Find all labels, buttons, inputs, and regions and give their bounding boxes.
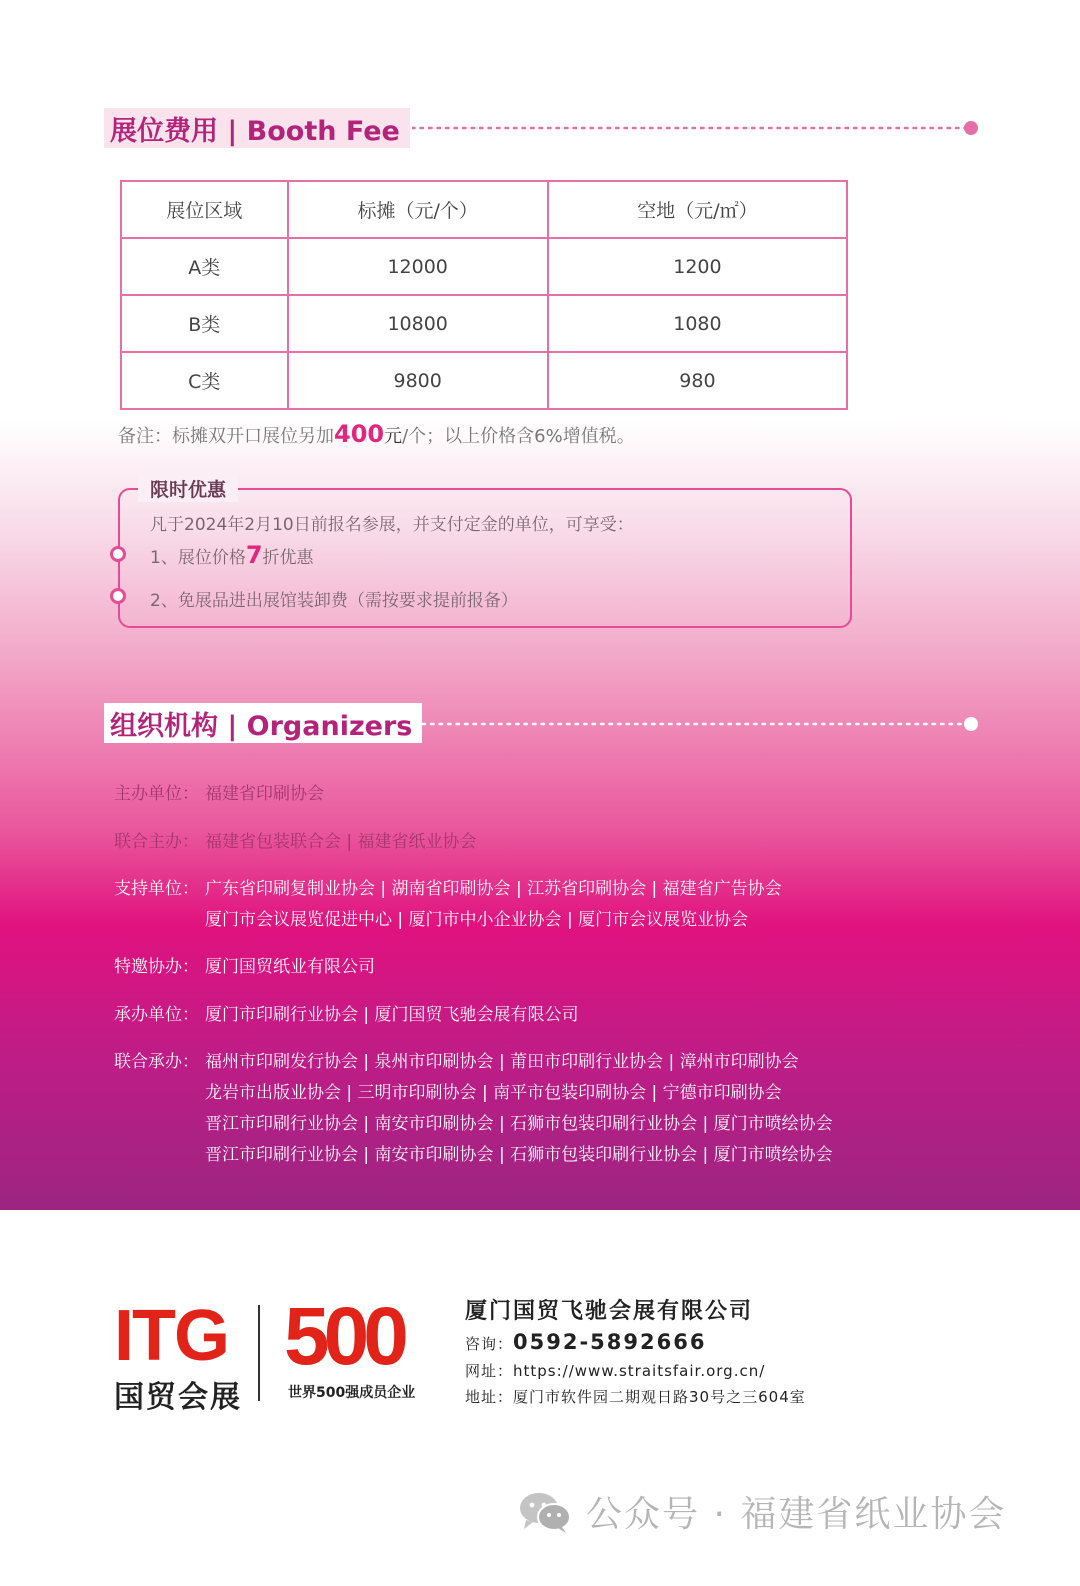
support-label: 支持单位： [114,879,199,899]
table-cell: 10800 [288,295,548,352]
table-header-cell: 标摊（元/个） [288,181,548,238]
phone-label: 咨询： [465,1335,514,1353]
address-value: 厦门市软件园二期观日路30号之三604室 [513,1388,806,1406]
promo-item-2: 2、免展品进出展馆装卸费（需按要求提前报备） [150,591,518,611]
organizers-dotted-line [414,722,966,726]
note-amount: 400 [334,420,385,448]
table-header-row [121,181,847,238]
organizers-title: 组织机构 | Organizers [104,703,422,743]
promo-item-1-prefix: 1、展位价格 [150,548,246,568]
promo-item-1-suffix: 折优惠 [262,548,314,568]
organizers-dot [964,717,978,731]
organizers-header [104,703,422,743]
web-link[interactable]: https://www.straitsfair.org.cn/ [513,1362,766,1380]
special-value: 厦门国贸纸业有限公司 [205,957,375,977]
table-cell: 12000 [288,238,548,295]
table-row [121,295,847,352]
booth-fee-header [104,108,410,148]
co-organizer-line: 晋江市印刷行业协会 | 南安市印刷协会 | 石狮市包装印刷行业协会 | 厦门市喷绘协会 [205,1145,833,1165]
booth-fee-dot [964,121,978,135]
wechat-icon [518,1490,572,1534]
support-line: 广东省印刷复制业协会 | 湖南省印刷协会 | 江苏省印刷协会 | 福建省广告协会 [205,879,782,899]
table-cell: B类 [121,295,288,352]
fortune-500-caption: 世界500强成员企业 [288,1385,416,1401]
promo-title: 限时优惠 [138,475,238,502]
logo-divider [258,1305,260,1401]
booth-fee-note [118,420,635,448]
table-cell: C类 [121,352,288,409]
table-cell: 9800 [288,352,548,409]
booth-fee-table [120,180,848,410]
watermark-text: 公众号 · 福建省纸业协会 [586,1494,1007,1535]
fortune-500-logo: 500 [284,1291,403,1382]
note-suffix: /个；以上价格含6%增值税。 [402,426,635,447]
itg-logo: ITG [114,1296,228,1376]
web-label: 网址： [465,1362,514,1380]
itg-logo-cn: 国贸会展 [114,1380,242,1415]
co-organizer-label: 联合承办： [114,1052,199,1072]
table-header-cell: 展位区域 [121,181,288,238]
host-value: 福建省印刷协会 [205,784,324,804]
host-label: 主办单位： [114,784,199,804]
booth-fee-title: 展位费用 | Booth Fee [104,108,410,148]
organizer-value: 厦门市印刷行业协会 | 厦门国贸飞驰会展有限公司 [205,1005,579,1025]
cohost-label: 联合主办： [114,832,199,852]
promo-item-1 [150,541,314,569]
table-cell: 1200 [548,238,847,295]
co-organizer-line: 晋江市印刷行业协会 | 南安市印刷协会 | 石狮市包装印刷行业协会 | 厦门市喷绘协会 [205,1114,833,1134]
table-header-cell: 空地（元/㎡） [548,181,847,238]
special-label: 特邀协办： [114,957,199,977]
co-organizer-line: 龙岩市出版业协会 | 三明市印刷协会 | 南平市包装印刷协会 | 宁德市印刷协会 [205,1083,782,1103]
watermark [518,1486,1006,1537]
table-cell: 980 [548,352,847,409]
table-row [121,352,847,409]
bullet-ring-icon [110,588,126,604]
table-row [121,238,847,295]
phone-number[interactable]: 0592-5892666 [513,1330,707,1354]
booth-fee-dotted-line [412,126,968,130]
web-row [465,1360,765,1381]
note-unit: 元 [384,426,403,447]
table-cell: A类 [121,238,288,295]
company-name: 厦门国贸飞驰会展有限公司 [465,1299,754,1324]
promo-item-1-discount: 7 [245,541,263,569]
support-line: 厦门市会议展览促进中心 | 厦门市中小企业协会 | 厦门市会议展览业协会 [205,910,749,930]
cohost-value: 福建省包装联合会 | 福建省纸业协会 [205,832,477,852]
address-row [465,1386,806,1407]
address-label: 地址： [465,1388,514,1406]
phone-row [465,1330,706,1354]
organizer-label: 承办单位： [114,1005,199,1025]
bullet-ring-icon [110,546,126,562]
note-prefix: 备注：标摊双开口展位另加 [118,426,334,447]
co-organizer-line: 福州市印刷发行协会 | 泉州市印刷协会 | 莆田市印刷行业协会 | 漳州市印刷协会 [205,1052,799,1072]
promo-intro: 凡于2024年2月10日前报名参展，并支付定金的单位，可享受： [150,515,634,535]
table-cell: 1080 [548,295,847,352]
